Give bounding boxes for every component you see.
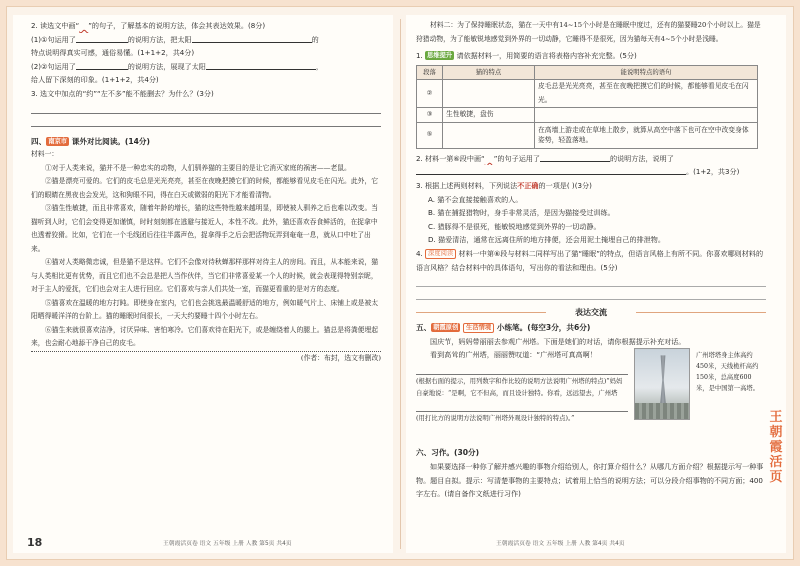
q2-line3: (2)②句运用了 的说明方法，展现了太阳 ， [31, 61, 323, 71]
source-note: (作者：布封，选文有删改) [300, 353, 381, 362]
page-divider [400, 19, 401, 549]
life-scene-badge: 生活情境 [463, 323, 494, 333]
section-6-heading: 六、习作。(30分) [416, 448, 480, 458]
right-page [406, 15, 786, 553]
material-1-para: ③猫生性敏捷，而且非常喜欢，随着年龄的增长，猫的这些特性越来越明显，即使被人驯养之后也难以改变。当猫听到人时，它们会变得更加谨慎，时时刻刻都在逃避与接近人，本性不改。此外，猫还喜欢吞食鲜活的，在捉拿中也透着狡猾。比如，它们在一个毛线团后往往半露声色，捉拿得手之后会把活物玩弄到奄奄一息，就从口中吐了出来。 [31, 204, 379, 253]
section-4-heading: 四、 南京市 课外对比阅读。(14分) [31, 136, 150, 146]
q3-stem: 3. 选文中加点的“约”“左不多”能不能删去？为什么？(3分) [31, 88, 214, 98]
q3-option-c[interactable]: C. 猎豚得不是很死，能敏锐地感觉到外界的一切动静。 [428, 221, 601, 231]
answer-line[interactable] [416, 274, 766, 287]
answer-blank[interactable] [76, 34, 128, 43]
q2-line2: 。(1+2，共3分) [416, 165, 766, 179]
table-row: ② 皮毛总是光光亮亮，甚至在夜晚把摸它们的时候，都能够看见皮毛在闪光。 [417, 80, 758, 108]
table-header: 能说明特点的语句 [535, 65, 758, 80]
answer-blank[interactable] [540, 153, 610, 162]
right-content [416, 15, 766, 501]
brand-watermark: 王 朝 霞 活 页 [769, 410, 783, 485]
answer-line[interactable] [416, 399, 628, 412]
worksheet [6, 6, 794, 560]
page-footer: 王朝霞活页卷 语文 五年级 上册 人教 第4页 共4页 [496, 541, 625, 547]
deep-reading-badge: 深度阅读 [425, 249, 456, 259]
q2-line1: (1)①句运用了 的说明方法，把太阳 的 [31, 34, 319, 44]
material-1-title: 材料一： [31, 150, 59, 159]
table-header: 段落 [417, 65, 443, 80]
answer-blank[interactable] [206, 61, 316, 70]
answer-blank[interactable] [416, 166, 686, 175]
material-1-para: ④猫对人类略微忠诚，但是猫不是这样。它们不会像对待秋蝉那样那样对待主人的房间。而且，从本能来说，猫与人类相比更有优势，而且它们也不会总是把人当作伙伴，当它们非常喜爱某一个人的时候，就会表现得特别亲昵，对于主人的爱抚，它们也会对主人进行回应。它们喜欢与亲人们共处一室，而猫更看重的是对方的态度。 [31, 258, 379, 294]
composition-prompt: 如果要选择一种你了解并感兴趣的事物介绍给别人，你打算介绍什么？从哪几方面介绍？根据提示写一种事物。题目自拟。提示：写清楚事物的主要特点；试着用上恰当的说明方法；可以分段介绍事物的不同方面；400字左右。(请自备作文纸进行习作) [416, 461, 764, 499]
original-badge: 朝霞原创 [433, 324, 459, 332]
sec5-intro: 国庆节，妈妈带丽丽去参观广州塔。下面是她们的对话，请你根据提示补充对话。 [430, 336, 686, 346]
page-footer: 王朝霞活页卷 语文 五年级 上册 人教 第5页 共4页 [163, 541, 292, 547]
answer-line[interactable] [416, 287, 766, 300]
q2-line4: 给人留下深刻的印象。(1+1+2，共4分) [31, 75, 159, 85]
material-1-para: ②猫是漂亮可爱的。它们的皮毛总是光光亮亮，甚至在夜晚把摸它们的时候，都能够看见皮毛在闪光。此外，它们的眼睛在黑夜也会发光，这和狗眼不同，得在白天或微弱的阳光下才能看清物。 [31, 177, 379, 199]
material-1-para: ①对于人类来说，猫并不是一种忠实的动物，人们驯养猫的主要目的是让它消灭家庭的祸害——老鼠。 [45, 163, 351, 172]
city-skyline [635, 403, 689, 419]
dialogue-text: 看到高耸的广州塔，丽丽赞叹道：“广州塔可真高啊！ (根据右面的提示，用列数字和作比较的说明方法说明广州塔的特点)”妈妈自豪地说：“是啊，它不但高，而且设计独特。你看，远远望去，广州塔 (用打比方的说明方法说明广州塔外观设计独特的特点)。” [416, 348, 628, 424]
q3-stem: 3. 根据上述两则材料，下列说法不正确的一项是( )(3分) [416, 180, 592, 190]
exchange-section-title: 表达交流 [416, 306, 766, 318]
left-content [31, 15, 381, 365]
region-badge: 南京市 [48, 137, 68, 145]
q3-option-d[interactable]: D. 猫爱清洁，通常在远离住所的地方排便，还会用泥土掩埋自己的排泄物。 [428, 235, 665, 245]
feature-table [416, 65, 758, 149]
dialogue-block [416, 348, 766, 444]
table-input-cell[interactable] [443, 80, 535, 108]
page-number: 18 [27, 536, 43, 549]
material-2: 材料二：为了保持睡眠状态，猫在一天中有14~15个小时是在睡眠中度过，还有的猫要睡20个小时以上。猫是狩猎动物，为了能敏锐地感觉到外界的一切动静，它睡得不是很死，因为猫每天有4~5个小时是浅睡。 [416, 21, 761, 43]
q1-stem: 1. 思维提升 请依据材料一，用简要的语言将表格内容补充完整。(5分) [416, 51, 637, 60]
canton-tower-photo [634, 348, 690, 420]
table-input-cell[interactable] [535, 108, 758, 123]
table-row: ⑤ 在高墙上游走或在草地上散步，就算从高空中落下也可在空中改变身体姿势，轻盈落地。 [417, 122, 758, 148]
section-5-heading: 五、 朝霞原创 生活情境 小练笔。(每空3分，共6分) [416, 323, 591, 333]
answer-line[interactable] [31, 101, 381, 114]
photo-caption: 广州塔塔身主体高约450米，天线桅杆高约150米，总高度600米，是中国第一高塔。 [696, 352, 759, 393]
q3-option-a[interactable]: A. 猫不会直接接触喜欢的人。 [428, 194, 523, 204]
q2-stem: 2. 材料一第⑥段中画“ ”的句子运用了 的说明方法，说明了 [416, 153, 674, 163]
table-input-cell[interactable] [443, 122, 535, 148]
table-row: ③ 生性敏捷，盘伤 [417, 108, 758, 123]
table-header-row [417, 65, 758, 80]
left-page [13, 15, 393, 553]
material-1-para: ⑤猫喜欢在温暖的地方打盹。即使身在室内，它们也会挑选最温暖舒适的地方，例如暖气片上、床铺上或是被太阳晒得暖洋洋的台阶上。猫的睡眠时间很长，一天大约要睡十四个小时左右。 [31, 298, 379, 321]
answer-line[interactable] [31, 114, 381, 127]
thinking-badge: 思维提升 [427, 52, 453, 59]
q2-line2: 特点说明得真实可感，通俗易懂。(1+1+2，共4分) [31, 48, 195, 58]
answer-line[interactable] [416, 362, 628, 375]
q4-stem: 4. 深度阅读 材料一中第⑥段与材料二同样写出了猫“睡眠”的特点，但语言风格上有所不同。你喜欢哪则材料的语言风格？结合材料中的具体语句，写出你的看法和理由。(5分) [416, 248, 764, 272]
q3-option-b[interactable]: B. 猫在捕捉猎物时，身手非常灵活，是因为猫接受过训练。 [428, 208, 615, 218]
answer-blank[interactable] [192, 34, 312, 43]
material-1-para: ⑥猫生来就很喜欢洁净，讨厌异味、害怕寒冷。它们喜欢待在阳光下，或是缠绕着人的腿上。猫总是将粪便埋起来，也会耐心地舔干净自己的皮毛。 [31, 324, 381, 352]
q2-stem: 2. 读选文中画“ ”的句子，了解基本的说明方法，体会其表达效果。(8分) [31, 21, 266, 30]
answer-blank[interactable] [76, 61, 128, 70]
table-header: 猫的特点 [443, 65, 535, 80]
